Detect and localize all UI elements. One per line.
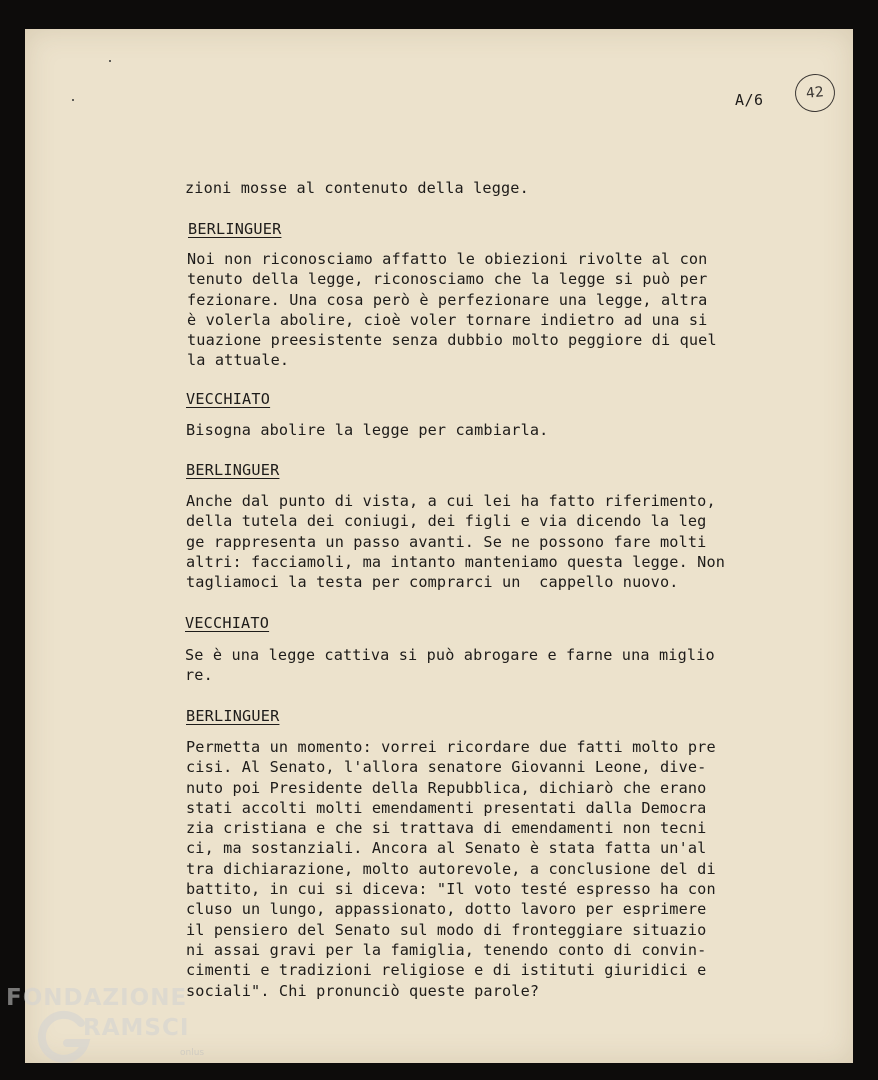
text-line: tra dichiarazione, molto autorevole, a conclusione del di	[186, 859, 716, 878]
text-line: nuto poi Presidente della Repubblica, dichiarò che erano	[186, 778, 707, 797]
text-line: tuazione preesistente senza dubbio molto peggiore di quel	[187, 331, 717, 350]
text-line: Noi non riconosciamo affatto le obiezioni rivolte al con	[187, 250, 708, 268]
page-number: A/6	[735, 91, 764, 109]
speaker-label-vecchiato: VECCHIATO	[186, 390, 271, 408]
text-line: cimenti e tradizioni religiose e di istituti giuridici e	[186, 961, 707, 980]
text-line: sociali". Chi pronunciò queste parole?	[186, 981, 540, 1000]
text-line: il pensiero del Senato sul modo di fronteggiare situazio	[186, 920, 707, 939]
text-line: stati accolti molti emendamenti presentati dalla Democra	[186, 798, 707, 817]
text-block-berlinguer-3	[186, 737, 786, 1001]
ink-speck	[72, 99, 74, 101]
watermark-suffix: onlus	[180, 1048, 205, 1058]
text-line: Bisogna abolire la legge per cambiarla.	[186, 421, 549, 439]
text-line: è volerla abolire, cioè voler tornare indietro ad una si	[187, 310, 708, 329]
text-line: cluso un lungo, appassionato, dotto lavoro per esprimere	[186, 900, 707, 919]
text-line: Se è una legge cattiva si può abrogare e farne una miglio	[185, 646, 715, 664]
text-line: Permetta un momento: vorrei ricordare due fatti molto pre	[186, 738, 716, 756]
speaker-label-berlinguer: BERLINGUER	[186, 461, 280, 479]
text-line: Anche dal punto di vista, a cui lei ha fatto riferimento,	[186, 492, 716, 510]
text-line: la attuale.	[187, 351, 290, 370]
speaker-label-berlinguer: BERLINGUER	[186, 707, 280, 725]
text-line: battito, in cui si diceva: "Il voto testé espresso ha con	[186, 880, 716, 899]
text-block-intro	[185, 178, 785, 198]
text-line: ni assai gravi per la famiglia, tenendo conto di convin-	[186, 940, 707, 959]
speaker-label-berlinguer: BERLINGUER	[188, 220, 282, 238]
text-block-vecchiato-1	[186, 420, 786, 440]
speaker-label-vecchiato: VECCHIATO	[185, 614, 270, 632]
text-line: tagliamoci la testa per comprarci un cappello nuovo.	[186, 573, 679, 592]
text-line: fezionare. Una cosa però è perfezionare una legge, altra	[187, 290, 708, 309]
text-line: re.	[185, 666, 213, 685]
ink-speck	[109, 60, 111, 62]
watermark-line1: FONDAZIONE	[6, 985, 188, 1011]
text-line: cisi. Al Senato, l'allora senatore Giovanni Leone, dive-	[186, 758, 707, 777]
archive-page-stamp: 42	[793, 72, 837, 114]
text-block-berlinguer-1	[187, 249, 787, 371]
watermark-line2: RAMSCI	[83, 1015, 190, 1041]
text-block-vecchiato-2	[185, 645, 785, 686]
text-line: altri: facciamoli, ma intanto manteniamo questa legge. Non	[186, 552, 726, 571]
text-line: zioni mosse al contenuto della legge.	[185, 179, 529, 197]
text-block-berlinguer-2	[186, 491, 786, 592]
text-line: zia cristiana e che si trattava di emendamenti non tecni	[186, 819, 707, 838]
text-line: ge rappresenta un passo avanti. Se ne possono fare molti	[186, 532, 707, 551]
text-line: tenuto della legge, riconosciamo che la legge si può per	[187, 270, 708, 289]
text-line: ci, ma sostanziali. Ancora al Senato è stata fatta un'al	[186, 839, 707, 858]
text-line: della tutela dei coniugi, dei figli e via dicendo la leg	[186, 512, 707, 531]
